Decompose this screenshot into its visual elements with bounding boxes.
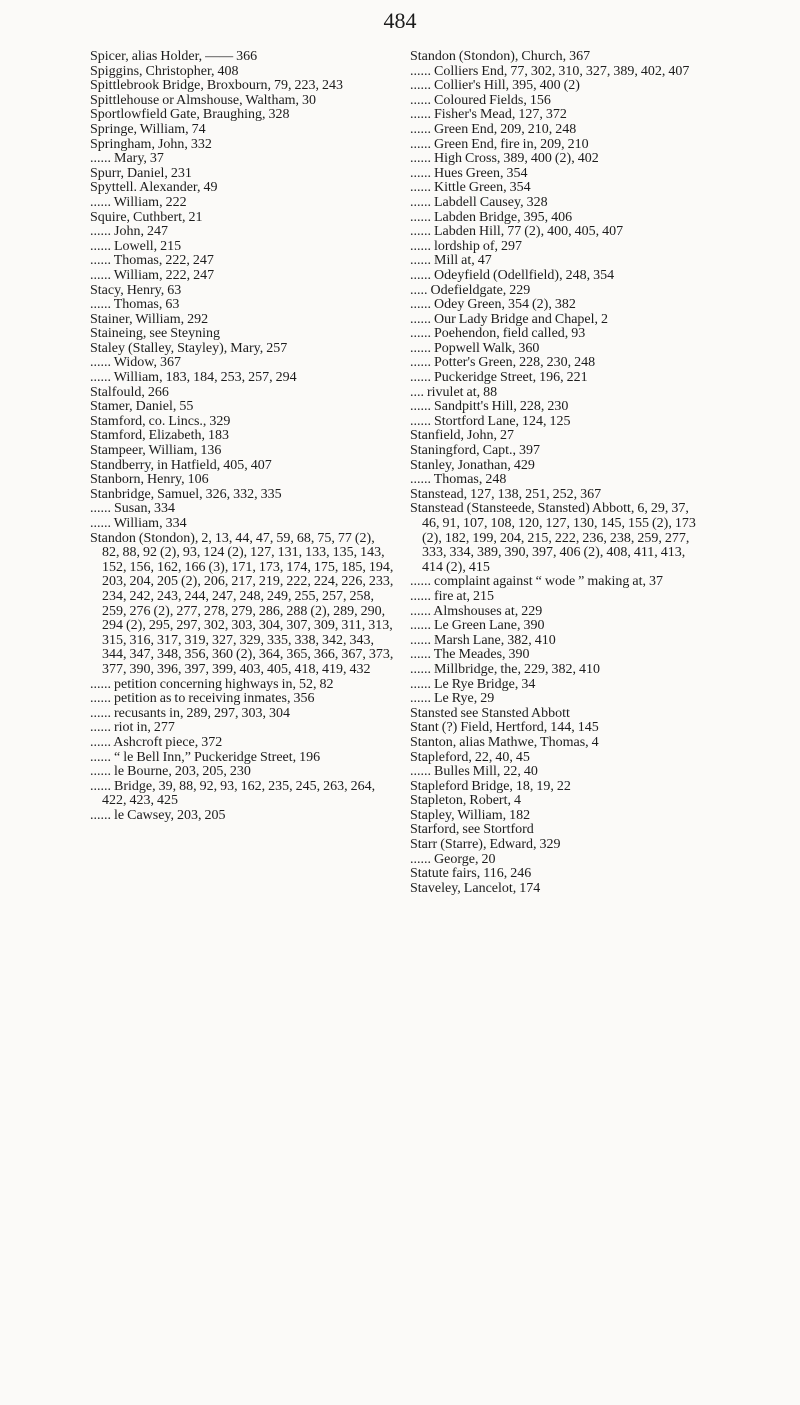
index-entry: Stapleton, Robert, 4 — [410, 793, 521, 809]
index-entry: ...... Marsh Lane, 382, 410 — [410, 632, 556, 648]
index-entry: Sportlowfield Gate, Braughing, 328 — [90, 107, 290, 123]
index-entry: Stalfould, 266 — [90, 384, 169, 400]
index-entry: ...... William, 222, 247 — [90, 267, 215, 283]
index-entry: ...... Lowell, 215 — [90, 238, 182, 254]
index-entry: ...... petition as to receiving inmates, 356 — [90, 691, 315, 707]
index-entry: ...... Labden Bridge, 395, 406 — [410, 209, 573, 225]
index-entry: Springham, John, 332 — [90, 136, 212, 152]
index-entry: Stanfield, John, 27 — [410, 428, 514, 444]
index-entry: Spittlebrook Bridge, Broxbourn, 79, 223, 243 — [90, 78, 343, 94]
index-entry: ...... le Bourne, 203, 205, 230 — [90, 764, 251, 780]
index-entry: ...... Potter's Green, 228, 230, 248 — [410, 355, 596, 371]
index-entry: ..... Odefieldgate, 229 — [410, 282, 531, 298]
index-entry: Springe, William, 74 — [90, 121, 206, 137]
index-entry: ...... Bridge, 39, 88, 92, 93, 162, 235, 245, 263, 264, 422, 423, 425 — [90, 778, 376, 809]
index-entry: ...... Our Lady Bridge and Chapel, 2 — [410, 311, 609, 327]
index-entry: ...... fire at, 215 — [410, 588, 495, 604]
index-entry: Stapleford Bridge, 18, 19, 22 — [410, 778, 571, 794]
index-entry: ...... Poehendon, field called, 93 — [410, 326, 586, 342]
index-entry: Stanley, Jonathan, 429 — [410, 457, 535, 473]
index-entry: Starford, see Stortford — [410, 822, 534, 838]
index-entry: Statute fairs, 116, 246 — [410, 866, 532, 882]
index-entry: ...... Thomas, 63 — [90, 297, 180, 313]
index-entry: ...... Stortford Lane, 124, 125 — [410, 413, 571, 429]
index-entry: Staningford, Capt., 397 — [410, 443, 541, 459]
index-entry: Spiggins, Christopher, 408 — [90, 63, 239, 79]
index-entry: ...... Popwell Walk, 360 — [410, 340, 540, 356]
index-entry: Stampeer, William, 136 — [90, 443, 222, 459]
index-entry: ...... Almshouses at, 229 — [410, 603, 543, 619]
index-entry: ...... Labden Hill, 77 (2), 400, 405, 407 — [410, 224, 624, 240]
index-entry: Stamer, Daniel, 55 — [90, 399, 194, 415]
index-entry: ...... Labdell Causey, 328 — [410, 194, 548, 210]
index-entry: ...... Mary, 37 — [90, 151, 164, 167]
index-entry: Stamford, co. Lincs., 329 — [90, 413, 231, 429]
index-entry: Stanbridge, Samuel, 326, 332, 335 — [90, 486, 282, 502]
index-entry: Standon (Stondon), 2, 13, 44, 47, 59, 68, 75, 77 (2), 82, 88, 92 (2), 93, 124 (2), 127, 131, 133, 135, 143, 152, 156, 162, 166 (3), 171, 173, 174, 175, 185, 194, 203, 204, 205 (2), 206, 217, 219, 222, 224, 226, 233, 234, 242, 243, 244, 247, 248, 249, 255, 257, 258, 259, 276 (2), 277, 278, 279, 286, 288 (2), 289, 290, 294 (2), 295, 297, 302, 303, 304, 307, 309, 311, 313, 315, 316, 317, 319, 327, 329, 335, 338, 342, 343, 344, 347, 348, 356, 360 (2), 364, 365, 366, 367, 373, 377, 390, 396, 397, 399, 403, 405, 418, 419, 432 — [90, 530, 394, 677]
index-entry: ...... The Meades, 390 — [410, 647, 530, 663]
index-entry: Stacy, Henry, 63 — [90, 282, 182, 298]
index-entry: Standberry, in Hatfield, 405, 407 — [90, 457, 272, 473]
index-entry: Stanborn, Henry, 106 — [90, 472, 209, 488]
index-entry: ...... le Cawsey, 203, 205 — [90, 807, 226, 823]
index-entry: ...... Green End, fire in, 209, 210 — [410, 136, 589, 152]
index-entry: Spurr, Daniel, 231 — [90, 165, 192, 181]
index-entry: Stanton, alias Mathwe, Thomas, 4 — [410, 734, 599, 750]
index-entry: ...... Hues Green, 354 — [410, 165, 528, 181]
index-entry: ...... Odey Green, 354 (2), 382 — [410, 297, 576, 313]
index-entry: ...... Le Rye Bridge, 34 — [410, 676, 536, 692]
index-entry: Staineing, see Steyning — [90, 326, 221, 342]
index-entry: ...... Bulles Mill, 22, 40 — [410, 764, 538, 780]
index-entry: ...... Puckeridge Street, 196, 221 — [410, 370, 588, 386]
index-entry: ...... Thomas, 222, 247 — [90, 253, 214, 269]
index-entry: Spicer, alias Holder, —— 366 — [90, 49, 258, 64]
index-entry: Stainer, William, 292 — [90, 311, 209, 327]
index-entry: ...... Kittle Green, 354 — [410, 180, 531, 196]
index-entry: ...... Ashcroft piece, 372 — [90, 734, 223, 750]
index-entry: ...... William, 222 — [90, 194, 187, 210]
index-entry: ...... “ le Bell Inn,” Puckeridge Street, 196 — [90, 749, 321, 765]
index-entry: Stapley, William, 182 — [410, 807, 531, 823]
index-entry: Stanstead (Stansteede, Stansted) Abbott, 6, 29, 37, 46, 91, 107, 108, 120, 127, 130, 145, 155 (2), 173 (2), 182, 199, 204, 215, 222, 236, 238, 259, 277, 333, 334, 389, 390, 397, 406 (2), 408, 411, 413, 414 (2), 415 — [410, 501, 696, 575]
index-entry: ...... William, 334 — [90, 516, 187, 531]
index-entry: ...... lordship of, 297 — [410, 238, 523, 254]
index-entry: ...... Sandpitt's Hill, 228, 230 — [410, 399, 569, 415]
index-entry: Staley (Stalley, Stayley), Mary, 257 — [90, 340, 288, 356]
index-entry: ...... Colliers End, 77, 302, 310, 327, 389, 402, 407 — [410, 63, 690, 79]
index-entry: ...... Coloured Fields, 156 — [410, 92, 551, 108]
index-entry: ...... Widow, 367 — [90, 355, 181, 371]
index-entry: ...... Le Green Lane, 390 — [410, 618, 545, 634]
index-entry: ...... Susan, 334 — [90, 501, 175, 517]
index-entry: Stanstead, 127, 138, 251, 252, 367 — [410, 486, 602, 502]
index-entry: Stamford, Elizabeth, 183 — [90, 428, 229, 444]
index-entry: ...... Thomas, 248 — [410, 472, 507, 488]
index-entry: Stant (?) Field, Hertford, 144, 145 — [410, 720, 599, 736]
index-entry: ...... William, 183, 184, 253, 257, 294 — [90, 370, 297, 386]
index-entry: ...... Mill at, 47 — [410, 253, 492, 269]
index-entry: Stapleford, 22, 40, 45 — [410, 749, 530, 765]
index-entry: ...... recusants in, 289, 297, 303, 304 — [90, 705, 290, 721]
index-entry: Stansted see Stansted Abbott — [410, 705, 570, 721]
index-entry: ...... George, 20 — [410, 851, 496, 867]
index-entry: ...... High Cross, 389, 400 (2), 402 — [410, 151, 599, 167]
index-entry: Starr (Starre), Edward, 329 — [410, 837, 561, 853]
index-entry: Squire, Cuthbert, 21 — [90, 209, 203, 225]
index-entry: Standon (Stondon), Church, 367 — [410, 49, 591, 64]
index-entry: Spittlehouse or Almshouse, Waltham, 30 — [90, 92, 317, 108]
index-entry: Spyttell. Alexander, 49 — [90, 180, 218, 196]
index-entry: ...... Collier's Hill, 395, 400 (2) — [410, 78, 580, 94]
index-entry: Staveley, Lancelot, 174 — [410, 880, 541, 896]
index-column-right — [410, 50, 706, 896]
index-entry: ...... Millbridge, the, 229, 382, 410 — [410, 661, 600, 677]
index-entry: ...... Green End, 209, 210, 248 — [410, 121, 577, 137]
page-number: 484 — [383, 8, 417, 33]
index-entry: ...... Odeyfield (Odellfield), 248, 354 — [410, 267, 615, 283]
index-entry: ...... Fisher's Mead, 127, 372 — [410, 107, 567, 123]
index-column-left — [90, 50, 394, 823]
index-entry: .... rivulet at, 88 — [410, 384, 498, 400]
index-entry: ...... Le Rye, 29 — [410, 691, 495, 707]
index-entry: ...... complaint against “ wode ” making at, 37 — [410, 574, 663, 590]
index-entry: ...... John, 247 — [90, 224, 168, 240]
index-entry: ...... riot in, 277 — [90, 720, 175, 736]
index-entry: ...... petition concerning highways in, 52, 82 — [90, 676, 334, 692]
